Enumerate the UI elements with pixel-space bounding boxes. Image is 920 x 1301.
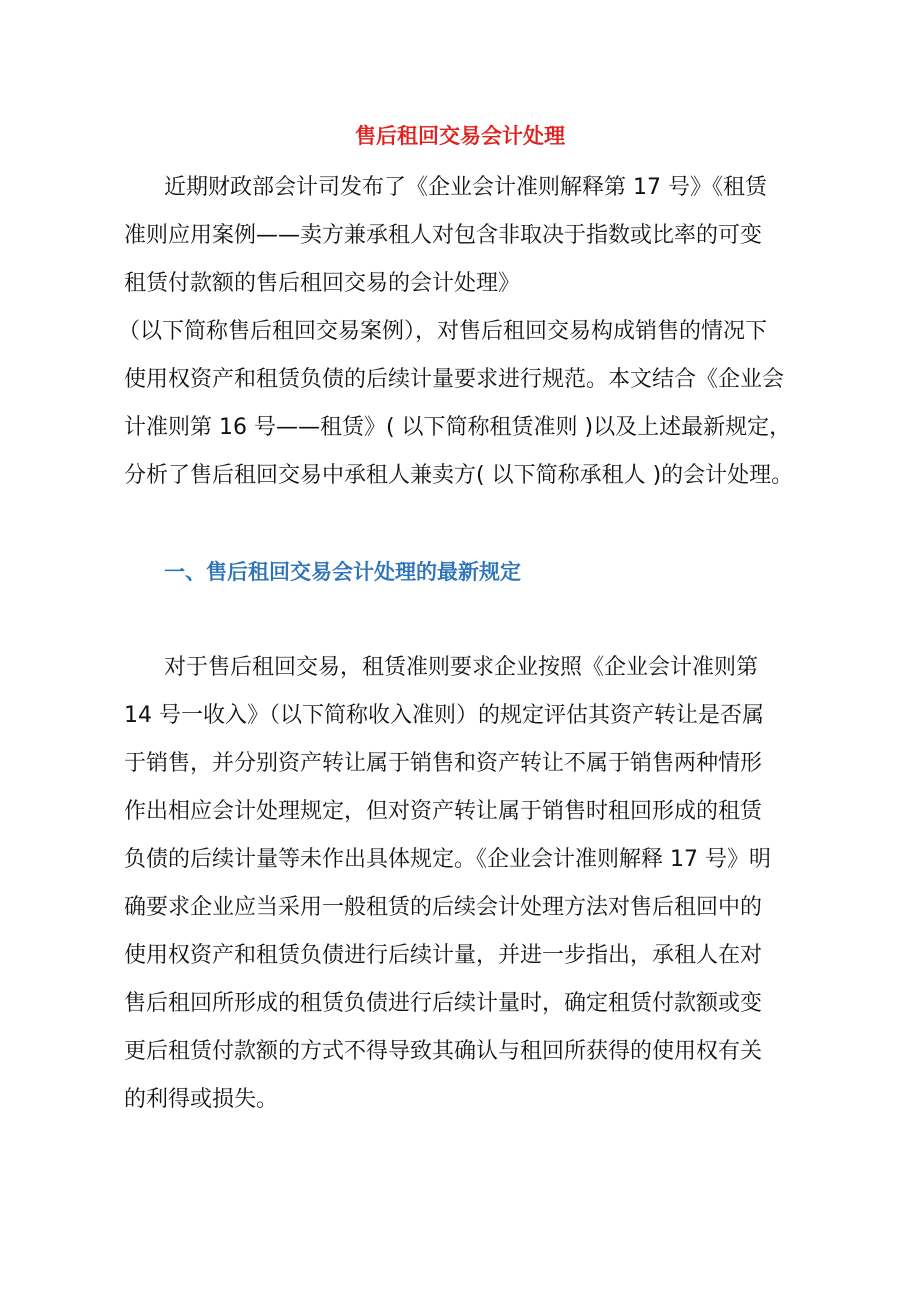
section1-paragraph [124, 644, 824, 1124]
text-line: 对于售后租回交易，租赁准则要求企业按照《企业会计准则第 [164, 655, 759, 680]
text-line: （以下简称售后租回交易案例），对售后租回交易构成销售的情况下 [118, 319, 768, 344]
text-line: 近期财政部会计司发布了《企业会计准则解释第 17 号》《租赁 [164, 175, 767, 200]
text-line: 的利得或损失。 [124, 1087, 279, 1112]
text-line: 售后租回所形成的租赁负债进行后续计量时，确定租赁付款额或变 [124, 991, 763, 1016]
text-line: 作出相应会计处理规定，但对资产转让属于销售时租回形成的租赁 [124, 799, 763, 824]
text-line: 准则应用案例——卖方兼承租人对包含非取决于指数或比率的可变 [124, 223, 763, 248]
text-line: 14 号一收入》（以下简称收入准则）的规定评估其资产转让是否属 [124, 703, 764, 728]
text-line: 更后租赁付款额的方式不得导致其确认与租回所获得的使用权有关 [124, 1039, 763, 1064]
section-heading: 一、售后租回交易会计处理的最新规定 [164, 560, 521, 584]
text-line: 于销售，并分别资产转让属于销售和资产转让不属于销售两种情形 [124, 751, 763, 776]
intro-paragraph [118, 164, 824, 500]
text-line: 负债的后续计量等未作出具体规定。《企业会计准则解释 17 号》明 [124, 847, 771, 872]
text-line: 确要求企业应当采用一般租赁的后续会计处理方法对售后租回中的 [124, 895, 763, 920]
text-line: 计准则第 16 号——租赁》( 以下简称租赁准则 )以及上述最新规定， [124, 415, 792, 440]
page-title: 售后租回交易会计处理 [355, 124, 565, 148]
text-line: 分析了售后租回交易中承租人兼卖方( 以下简称承租人 )的会计处理。 [124, 463, 794, 488]
text-line: 租赁付款额的售后租回交易的会计处理》 [124, 271, 521, 296]
text-line: 使用权资产和租赁负债进行后续计量，并进一步指出，承租人在对 [124, 943, 763, 968]
text-line: 使用权资产和租赁负债的后续计量要求进行规范。本文结合《企业会 [124, 367, 785, 392]
